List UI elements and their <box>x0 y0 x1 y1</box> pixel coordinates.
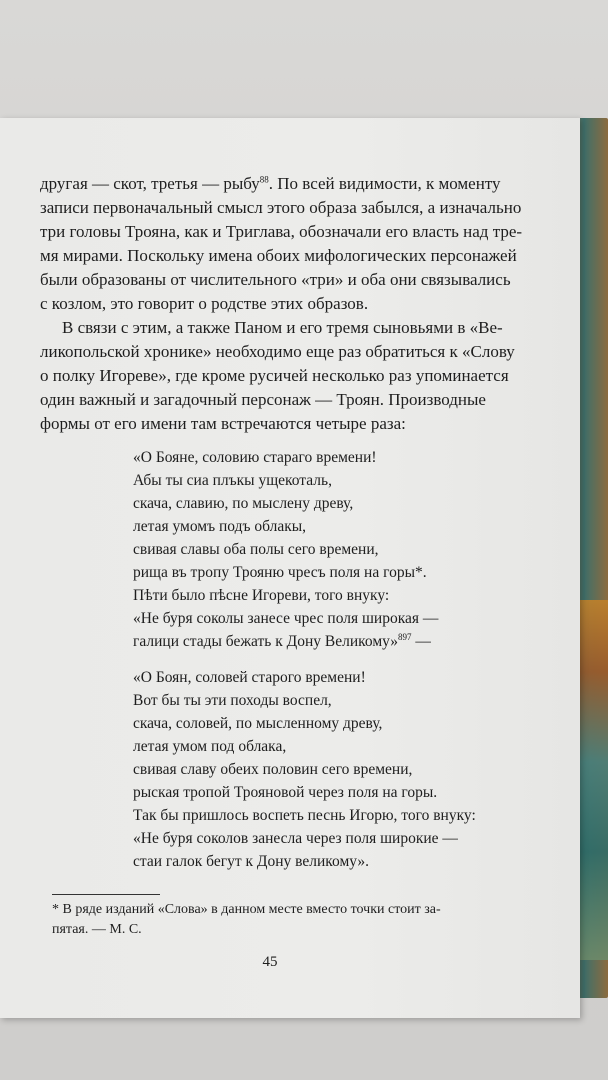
poem-line: рыская тропой Трояновой через поля на горы. <box>133 784 438 801</box>
poem-line: Пѣти было пѣсне Игореви, того внуку: <box>133 587 390 604</box>
paragraph-line: с козлом, это говорит о родстве этих образов. <box>40 294 369 313</box>
poem-line: свивая славы оба полы сего времени, <box>133 541 379 558</box>
text-segment: — <box>411 633 431 650</box>
poem-line: свивая славу обеих половин сего времени, <box>133 761 413 778</box>
poem-line: Вот бы ты эти походы воспел, <box>133 692 332 709</box>
poem-line: стаи галок бегут к Дону великому». <box>133 853 370 870</box>
paragraph-line: ликопольской хронике» необходимо еще раз обратиться к «Слову <box>40 342 515 361</box>
poem-line <box>133 633 431 651</box>
poem-line: «О Бояне, соловию стараго времени! <box>133 449 377 466</box>
poem-line: «Не буря соколов занесла через поля широкие — <box>133 830 458 847</box>
paragraph-line: В связи с этим, а также Паном и его тремя сыновьями в «Ве- <box>62 318 503 337</box>
paragraph-line <box>40 173 500 195</box>
poem-line: «О Боян, соловей старого времени! <box>133 669 366 686</box>
footnote-reference: 88 <box>259 174 269 185</box>
paragraph-line: один важный и загадочный персонаж — Троян. Производные <box>40 390 486 409</box>
footnote-line: пятая. — М. С. <box>52 922 142 937</box>
book-page <box>0 118 580 1018</box>
page-text <box>0 118 580 1018</box>
paragraph-line: формы от его имени там встречаются четыре раза: <box>40 414 406 433</box>
text-segment: другая — скот, третья — рыбу <box>40 174 260 193</box>
footnote-divider <box>52 894 160 895</box>
poem-line: Абы ты сиа плъкы ущекоталь, <box>133 472 332 489</box>
footnote-line: * В ряде изданий «Слова» в данном месте вместо точки стоит за- <box>52 902 441 917</box>
page-number: 45 <box>262 954 278 970</box>
text-segment: галици стады бежать к Дону Великому» <box>133 633 399 650</box>
text-segment: . По всей видимости, к моменту <box>268 174 501 193</box>
paragraph-line: мя мирами. Поскольку имена обоих мифологических персонажей <box>40 246 517 265</box>
paragraph-line: были образованы от числительного «три» и оба они связывались <box>40 270 511 289</box>
paragraph-line: три головы Трояна, как и Триглава, обозначали его власть над тре- <box>40 222 523 241</box>
poem-line: «Не буря соколы занесе чрес поля широкая — <box>133 610 439 627</box>
paragraph-line: о полку Игореве», где кроме русичей несколько раз упоминается <box>40 366 509 385</box>
poem-line: летая умомъ подъ облакы, <box>133 518 307 535</box>
footnote-reference: 897 <box>398 631 412 642</box>
poem-line: Так бы пришлось воспеть песнь Игорю, того внуку: <box>133 807 476 824</box>
poem-line: летая умом под облака, <box>133 738 287 755</box>
poem-line: рища въ тропу Трояню чресъ поля на горы*. <box>133 564 427 581</box>
poem-line: скача, соловей, по мысленному древу, <box>133 715 383 732</box>
paragraph-line: записи первоначальный смысл этого образа забылся, а изначально <box>40 198 522 217</box>
poem-line: скача, славию, по мыслену древу, <box>133 495 354 512</box>
